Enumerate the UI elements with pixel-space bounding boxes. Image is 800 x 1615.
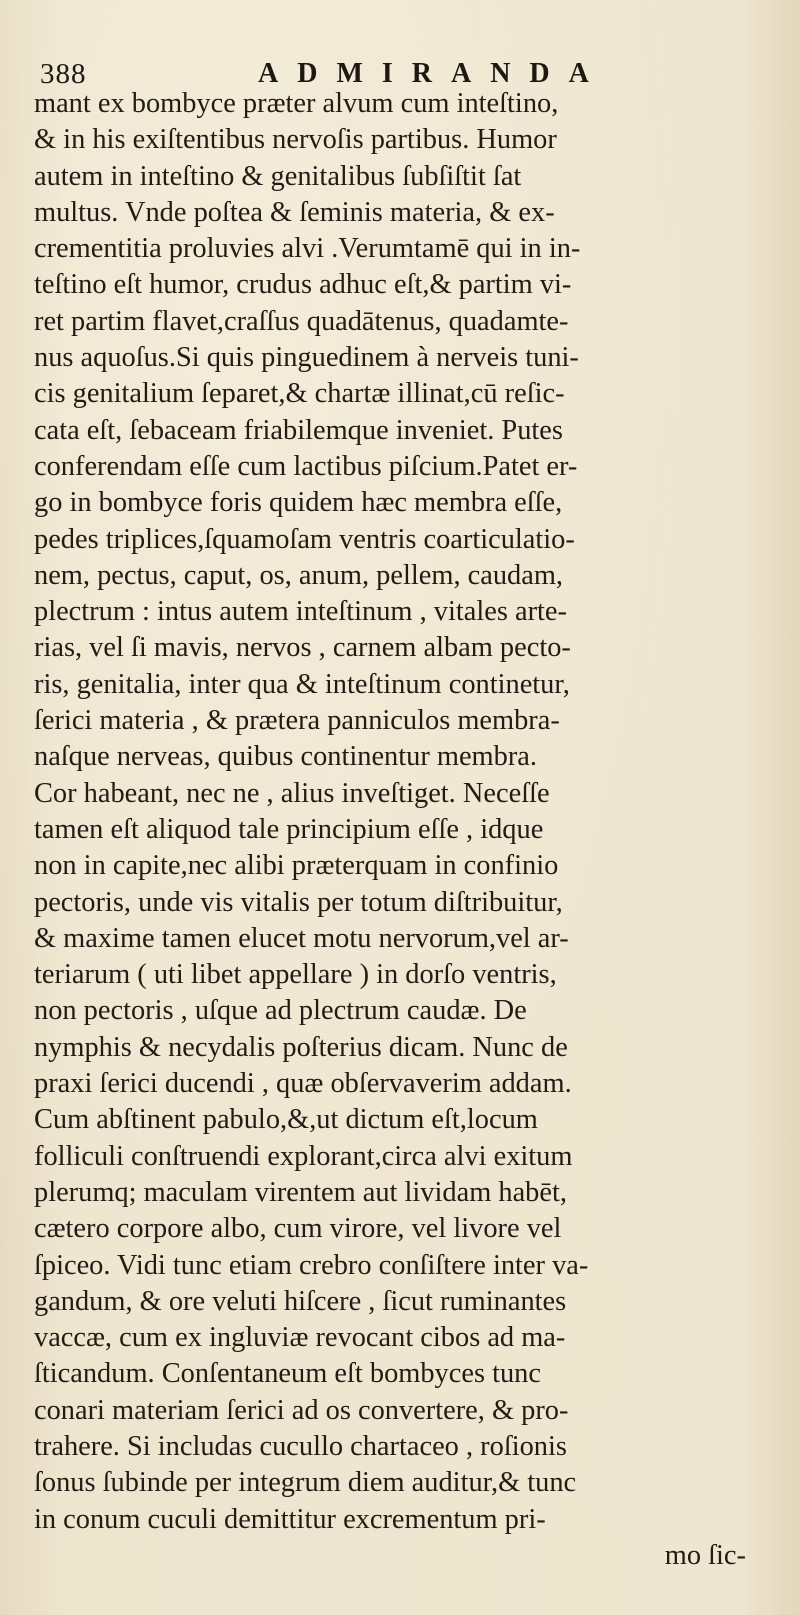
text-line: vaccæ, cum ex ingluviæ revocant cibos ad ma- — [34, 1322, 566, 1354]
text-line: conferendam eſſe cum lactibus piſcium.Patet er- — [34, 450, 578, 482]
text-line: nem, pectus, caput, os, anum, pellem, caudam, — [34, 559, 564, 591]
text-line: tamen eſt aliquod tale principium eſſe , idque — [34, 813, 544, 845]
text-line: gandum, & ore veluti hiſcere , ſicut ruminantes — [34, 1285, 567, 1317]
text-line: & maxime tamen elucet motu nervorum,vel ar- — [34, 922, 569, 954]
text-line: go in bombyce foris quidem hæc membra eſſe, — [34, 487, 563, 519]
text-line: ſonus ſubinde per integrum diem auditur,& tunc — [34, 1467, 577, 1499]
text-line: crementitia proluvies alvi .Verumtamē qui in in- — [34, 233, 581, 265]
text-line: autem in inteſtino & genitalibus ſubſiſtit ſat — [34, 160, 522, 192]
catchword: mo ſic- — [664, 1539, 746, 1571]
text-line: cætero corpore albo, cum virore, vel livore vel — [34, 1213, 562, 1245]
text-line: Cor habeant, nec ne , alius inveſtiget. Neceſſe — [34, 777, 550, 809]
text-line: nus aquoſus.Si quis pinguedinem à nerveis tuni- — [34, 342, 579, 374]
text-line: teriarum ( uti libet appellare ) in dorſo ventris, — [34, 959, 557, 991]
text-line: non in capite,nec alibi præterquam in confinio — [34, 850, 559, 882]
text-line: plerumq; maculam virentem aut lividam habēt, — [34, 1176, 567, 1208]
text-line: & in his exiſtentibus nervoſis partibus. Humor — [34, 124, 557, 156]
text-line: pectoris, unde vis vitalis per totum diſtribuitur, — [34, 886, 563, 918]
text-line: ſticandum. Conſentaneum eſt bombyces tunc — [34, 1358, 541, 1390]
text-line: conari materiam ſerici ad os convertere, & pro- — [34, 1394, 569, 1426]
body-text — [34, 86, 746, 1574]
text-line: ret partim flavet,craſſus quadātenus, quadamte- — [34, 305, 569, 337]
text-line: teſtino eſt humor, crudus adhuc eſt,& partim vi- — [34, 269, 572, 301]
page-number: 388 — [40, 58, 87, 90]
text-line: ſerici materia , & prætera panniculos membra- — [34, 705, 560, 737]
text-line: in conum cuculi demittitur excrementum pri- — [34, 1503, 546, 1535]
text-line: nymphis & necydalis poſterius dicam. Nunc de — [34, 1031, 568, 1063]
running-title: ADMIRANDA — [258, 58, 608, 89]
text-line: multus. Vnde poſtea & ſeminis materia, & ex- — [34, 196, 555, 228]
text-line: mant ex bombyce præter alvum cum inteſtino, — [34, 88, 559, 119]
text-line: ris, genitalia, inter qua & inteſtinum continetur, — [34, 668, 570, 700]
text-line: ſpiceo. Vidi tunc etiam crebro conſiſtere inter va- — [34, 1249, 589, 1281]
text-line: cata eſt, ſebaceam friabilemque inveniet. Putes — [34, 414, 563, 446]
text-line: plectrum : intus autem inteſtinum , vitales arte- — [34, 596, 567, 628]
text-line: Cum abſtinent pabulo,&,ut dictum eſt,locum — [34, 1104, 538, 1136]
text-line: cis genitalium ſeparet,& chartæ illinat,cū reſic- — [34, 378, 565, 410]
text-line: non pectoris , uſque ad plectrum caudæ. De — [34, 995, 527, 1027]
text-line: pedes triplices,ſquamoſam ventris coarticulatio- — [34, 523, 575, 555]
text-line: rias, vel ſi mavis, nervos , carnem albam pecto- — [34, 632, 571, 664]
text-line: folliculi conſtruendi explorant,circa alvi exitum — [34, 1140, 573, 1172]
text-line: naſque nerveas, quibus continentur membra. — [34, 741, 537, 773]
text-line: praxi ſerici ducendi , quæ obſervaverim addam. — [34, 1068, 572, 1100]
text-line: trahere. Si includas cucullo chartaceo , roſionis — [34, 1430, 567, 1462]
